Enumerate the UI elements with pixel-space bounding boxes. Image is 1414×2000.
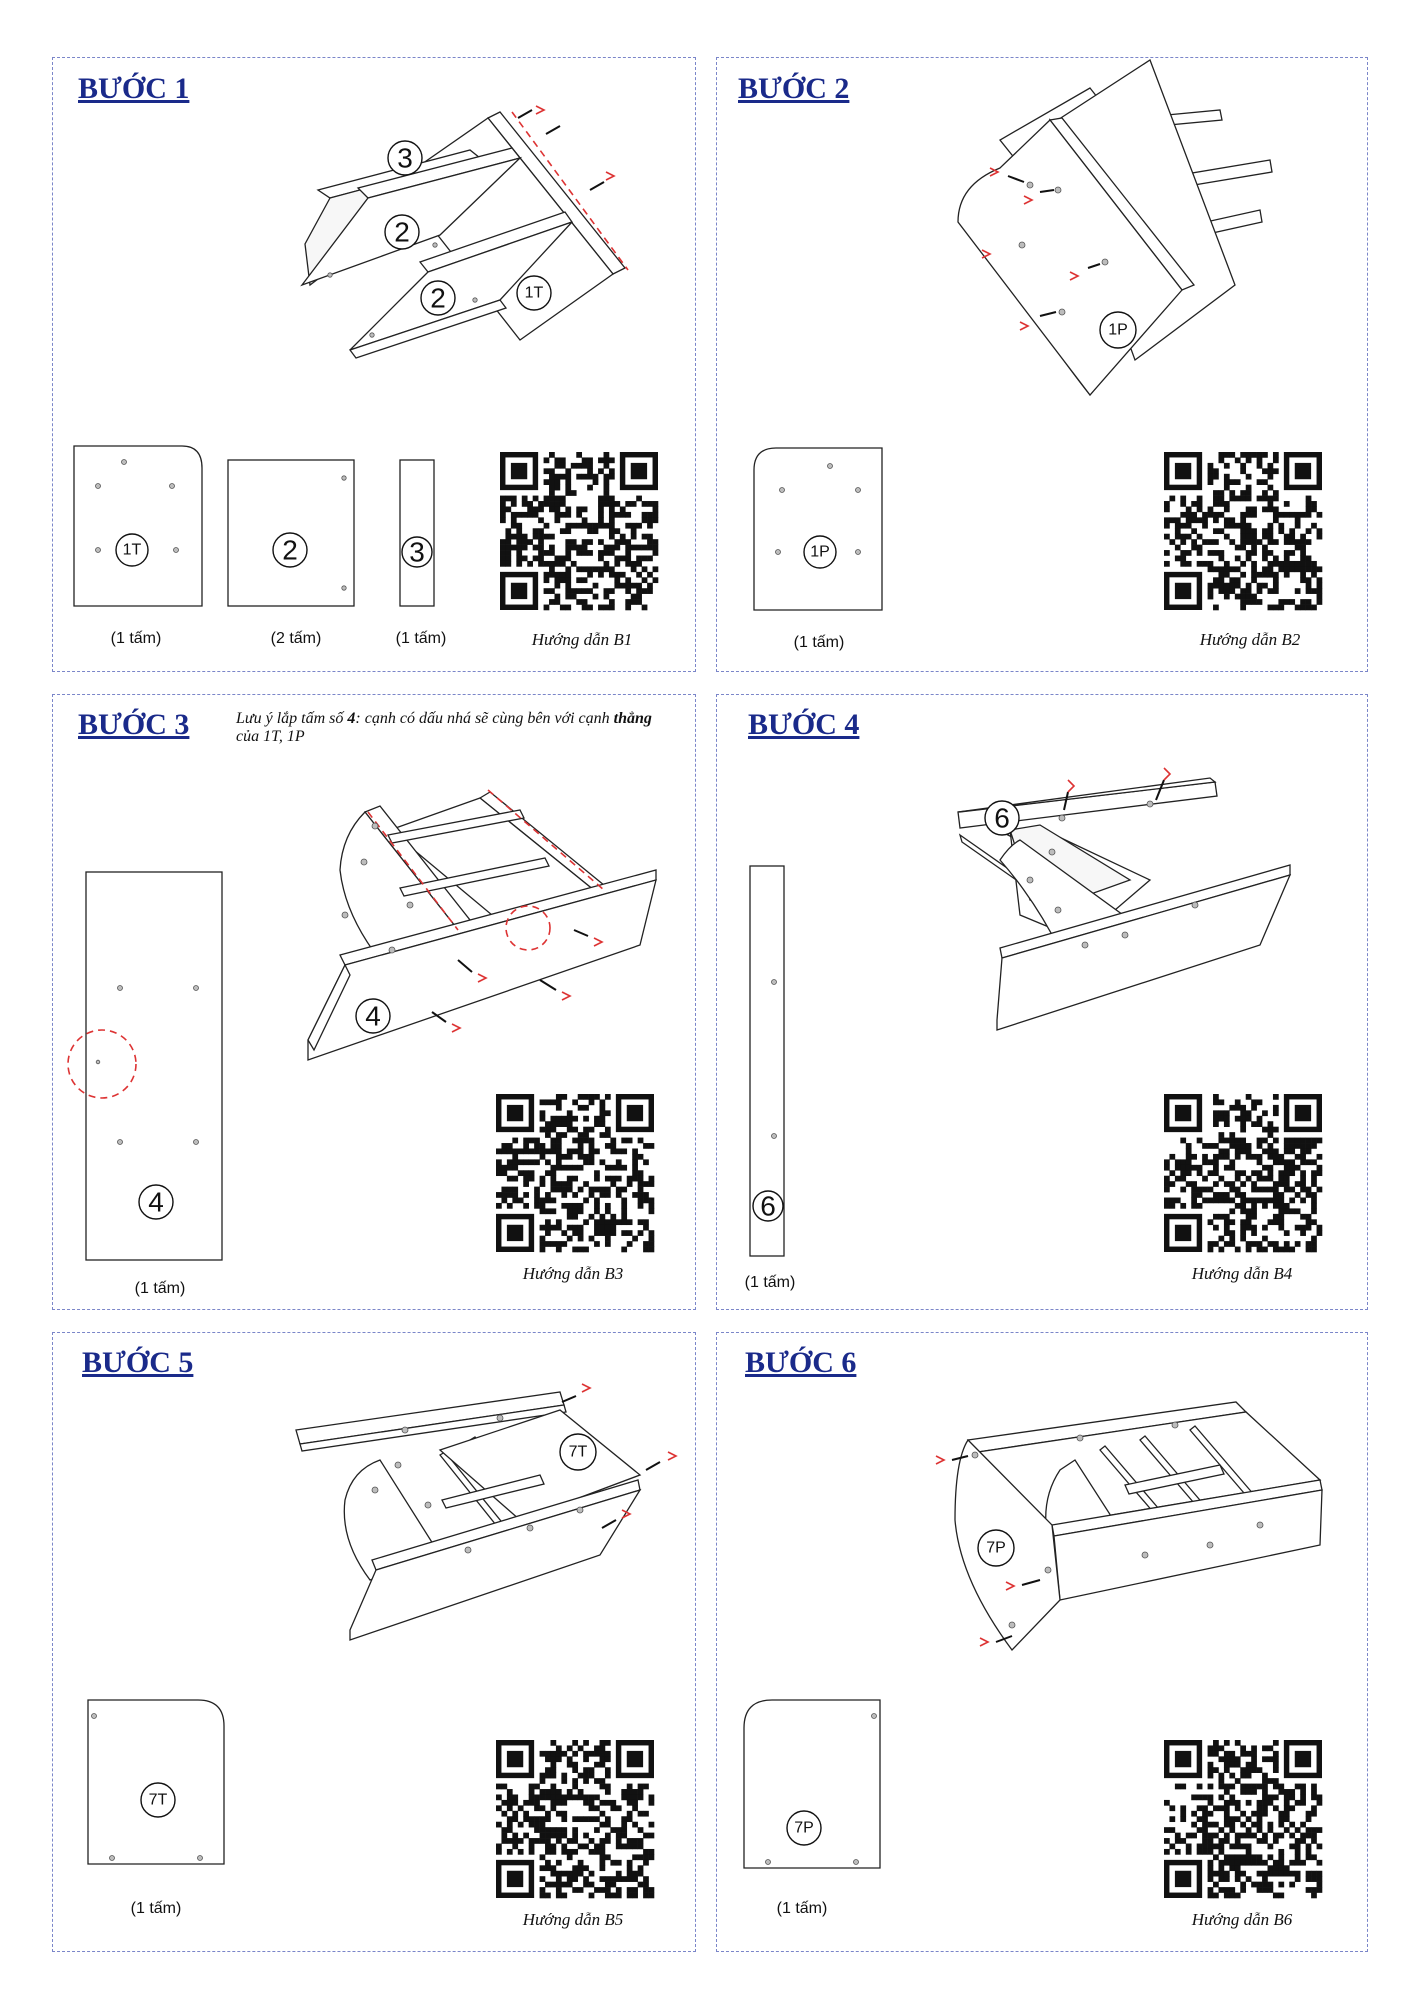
svg-text:7T: 7T — [148, 1791, 168, 1809]
step-6-guide-label: Hướng dẫn B6 — [1191, 1910, 1293, 1929]
step-5-part-7t — [88, 1700, 226, 1864]
step-5-part-7t-count: (1 tấm) — [130, 1900, 182, 1917]
step-1-part-1t-count: (1 tấm) — [110, 630, 162, 647]
step-1-title: BƯỚC 1 — [78, 72, 190, 105]
step-4-title: BƯỚC 4 — [748, 708, 860, 741]
step-1-part-2-count: (2 tấm) — [270, 630, 322, 647]
step-3-part-4 — [86, 872, 222, 1260]
step-3-guide-label: Hướng dẫn B3 — [522, 1264, 624, 1283]
qr-code-icon — [1164, 1740, 1322, 1898]
step-6-part-7p-count: (1 tấm) — [776, 1900, 828, 1917]
step-1-part-3-count: (1 tấm) — [395, 630, 447, 647]
step-5-guide-label: Hướng dẫn B5 — [522, 1910, 624, 1929]
step-1-part-1t — [74, 446, 204, 606]
step-5-title: BƯỚC 5 — [82, 1346, 194, 1379]
step-1-guide-label: Hướng dẫn B1 — [531, 630, 633, 649]
svg-text:2: 2 — [394, 216, 410, 248]
qr-code-icon — [1164, 1094, 1322, 1252]
svg-text:1T: 1T — [122, 541, 142, 559]
step-3-note: Lưu ý lắp tấm số 4: cạnh có dấu nhá sẽ cùng bên với cạnh thẳng của 1T, 1P — [236, 710, 652, 745]
svg-text:1P: 1P — [810, 543, 830, 561]
step-4-part-6-count: (1 tấm) — [744, 1274, 796, 1291]
step-2-title: BƯỚC 2 — [738, 72, 850, 105]
svg-text:6: 6 — [994, 802, 1010, 834]
step-1-part-2 — [228, 460, 354, 606]
svg-text:3: 3 — [409, 536, 425, 568]
svg-text:2: 2 — [430, 282, 446, 314]
svg-text:7P: 7P — [986, 1539, 1006, 1557]
step-4-part-6 — [750, 866, 784, 1256]
qr-code-icon — [1164, 452, 1322, 610]
svg-text:7T: 7T — [568, 1443, 588, 1461]
svg-text:6: 6 — [760, 1190, 776, 1222]
step-2-guide-label: Hướng dẫn B2 — [1199, 630, 1301, 649]
svg-text:1T: 1T — [524, 284, 544, 302]
svg-text:7P: 7P — [794, 1819, 814, 1837]
svg-text:4: 4 — [148, 1186, 164, 1218]
svg-text:2: 2 — [282, 534, 298, 566]
step-3-part-4-count: (1 tấm) — [134, 1280, 186, 1297]
svg-text:4: 4 — [365, 1000, 381, 1032]
step-3-title: BƯỚC 3 — [78, 708, 190, 741]
svg-text:3: 3 — [397, 142, 413, 174]
step-4-guide-label: Hướng dẫn B4 — [1191, 1264, 1293, 1283]
step-6-title: BƯỚC 6 — [745, 1346, 857, 1379]
qr-code-icon — [496, 1740, 654, 1898]
step-2-part-1p — [754, 448, 882, 610]
step-2-part-1p-count: (1 tấm) — [793, 634, 845, 651]
step-1-part-3 — [400, 460, 434, 606]
step-6-part-7p — [744, 1700, 882, 1868]
qr-code-icon — [496, 1094, 654, 1252]
svg-text:1P: 1P — [1108, 321, 1128, 339]
qr-code-icon — [500, 452, 658, 610]
